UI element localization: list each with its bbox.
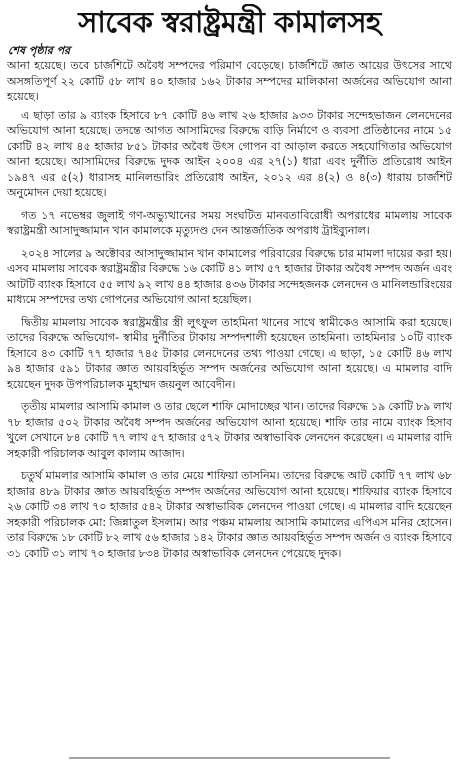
paragraph-6: তৃতীয় মামলার আসামি কামাল ও তার ছেলে শাফি মোদাচ্ছের খান। তাদের বিরুদ্ধে ১৯ কোটি ৮৯ লাখ ৭৮ হাজার ৫০২ টাকার অবৈধ সম্পদ অর্জনের অভিযোগ আনা হয়েছে। শাফি তার নামে ব্যাংক হিসাব খুলে সেখানে ৮৪ কোটি ৭৭ লাখ ৫৭ হাজার ৫৭২ টাকার অস্বাভাবিক লেনদেন করেছেন। এ মামলার বাদি সহকারী পরিচালক আবুল কালাম আজাদ।: [7, 400, 452, 460]
paragraph-4: ২০২৪ সালের ৯ অক্টোবর আসাদুজ্জামান খান কামালের পরিবারের বিরুদ্ধে চার মামলা দায়ের করা হয়। এসব মামলায় সাবেক স্বরাষ্ট্রমন্ত্রীর বিরুদ্ধে ১৬ কোটি ৪১ লাখ ৫৭ হাজার টাকার অবৈধ সম্পদ অর্জন এবং আটটি ব্যাংক হিসাবে ৫৫ লাখ ৯২ লাখ ৪৪ হাজার ৪৩৬ টাকার সন্দেহজনক লেনদেন ও মানিলন্ডারিংয়ের মাধ্যমে সম্পদের তথ্য গোপনের অভিযোগ আনা হয়েছিল।: [7, 246, 452, 306]
headline: সাবেক স্বরাষ্ট্রমন্ত্রী কামালসহ: [78, 5, 381, 39]
paragraph-7: চতুর্থ মামলার আসামি কামাল ও তার মেয়ে শাফিয়া তাসনিম। তাদের বিরুদ্ধে আট কোটি ৭৭ লাখ ৬৮ হাজার ৪৮৯ টাকার জ্ঞাত আয়বহির্ভূত সম্পদ অর্জনের অভিযোগ আনা হয়েছে। শাফিয়ার ব্যাংক হিসাবে ২৬ কোটি ৩৪ লাখ ৭০ হাজার ৫৪২ টাকার অস্বাভাবিক লেনদেন পাওয়া গেছে। এ মামলার বাদি হয়েছেন সহকারী পরিচালক মো: জিন্নাতুল ইসলাম। আর পঞ্চম মামলায় আসামি কামালের এপিএস মনির হোসেন। তার বিরুদ্ধে ১৮ কোটি ৮২ লাখ ৫৬ হাজার ১৪২ টাকার জ্ঞাত আয়বহির্ভূত সম্পদ অর্জন ও ব্যাংক হিসাবে ৩১ কোটি ৩১ লাখ ৭০ হাজার ৮৩৪ টাকার অস্বাভাবিক লেনদেন পেয়েছে দুদক।: [7, 469, 452, 560]
cropped-next-headline: [0, 754, 459, 762]
paragraph-5: দ্বিতীয় মামলায় সাবেক স্বরাষ্ট্রমন্ত্রীর স্ত্রী লুৎফুল তাহমিনা খানের সাথে স্বামীকেও আসামি করা হয়েছে। তাদের বিরুদ্ধে অভিযোগ- স্বামীর দুর্নীতির টাকায় সম্পদশালী হয়েছেন তাহমিনা। তাহমিনার ১০টি ব্যাংক হিসাবে ৪৩ কোটি ৭৭ হাজার ৭৪৫ টাকার লেনদেনের তথ্য পাওয়া গেছে। এ ছাড়া, ১৫ কোটি ৪৬ লাখ ৯৪ হাজার ৫৯১ টাকার জ্ঞাত আয়বহির্ভূত সম্পদ অর্জনের অভিযোগ আনা হয়েছে। এ মামলার বাদি হয়েছেন দুদক উপপরিচালক মুহাম্মদ জয়নুল আবেদীন।: [7, 315, 452, 391]
paragraph-3: গত ১৭ নভেম্বর জুলাই গণ-অভ্যুত্থানের সময় সংঘটিত মানবতাবিরোধী অপরাধের মামলায় সাবেক স্বরাষ্ট্রমন্ত্রী আসাদুজ্জামান খান কামালকে মৃত্যুদণ্ড দেন আন্তর্জাতিক অপরাধ ট্রাইব্যুনাল।: [7, 208, 452, 237]
continued-from-label: শেষ পৃষ্ঠার পর: [8, 44, 71, 57]
paragraph-1: আনা হয়েছে। তবে চার্জশিটে অবৈধ সম্পদের পরিমাণ বেড়েছে। চার্জশিটে জ্ঞাত আয়ের উৎসের সাথে অসঙ্গতিপূর্ণ ২২ কোটি ৫৮ লাখ ৪০ হাজার ১৬২ টাকার সম্পদের মালিকানা অর্জনের অভিযোগ আনা হয়েছে।: [7, 59, 452, 103]
paragraph-2: এ ছাড়া তার ৯ ব্যাংক হিসাবে ৮৭ কোটি ৪৬ লাখ ২৬ হাজার ৯৩৩ টাকার সন্দেহভাজন লেনদেনের অভিযোগ আনা হয়েছে। তদন্তে আগত আসামিদের বিরুদ্ধে বাড়ি নির্মাণে ও ব্যবসা প্রতিষ্ঠানের নামে ১৫ কোটি ৪২ লাখ ৪৫ হাজার ৮৫১ টাকার অবৈধ উৎস গোপন বা আড়াল করতে সহযোগিতার অভিযোগ আনা হয়েছে। আসামিদের বিরুদ্ধে দুদক আইন ২০০৪ এর ২৭(১) ধারা এবং দুর্নীতি প্রতিরোধ আইন ১৯৪৭ এর ৫(২) ধারাসহ মানিলন্ডারিং প্রতিরোধ আইন, ২০১২ এর ৪(২) ও ৪(৩) ধারায় চার্জশিট অনুমোদন দেয়া হয়েছে।: [7, 108, 452, 199]
